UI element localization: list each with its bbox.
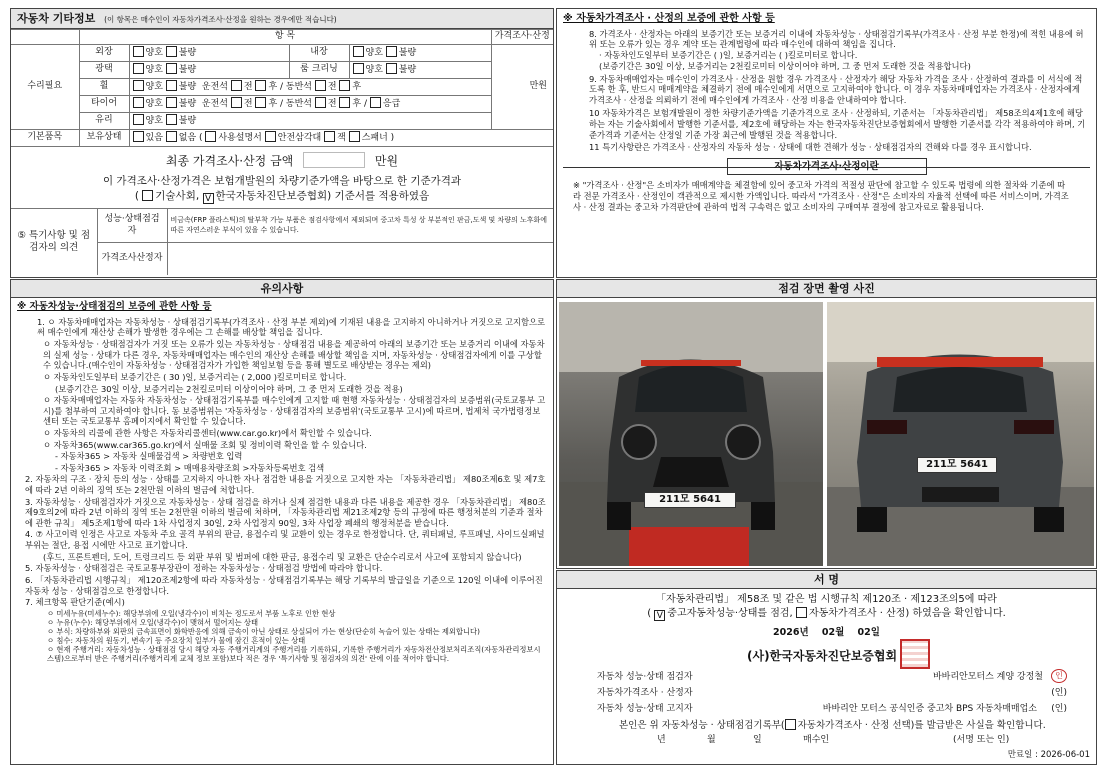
receipt-a: 본인은 위 자동차성능 · 상태점검기록부(: [619, 720, 785, 731]
repair-table: 항 목 가격조사·산정 수리필요 외장 양호 불량 내장 양호 불량 만원 광택 양호 불량 룸 크리닝 양호 불량 휠 양호 불량 운전석 전 후 / 동반석 전 후 타이어 양호 불량 운전석 전 후 / 동반석 전 후 / 응급 유리 양호 불량 기본품목 보유상태 있음 없음 ( 사용설명서 안전삼각대 잭 스패너 ): [11, 29, 553, 147]
note-6: 6. 「자동차관리법 시행규칙」 제120조제2항에 따라 자동차성능 · 상태점검기록부는 해당 기록부의 발급일을 기준으로 120일 이내에 이루어진 자동차 성능 · 상태점검으로 한정합니다.: [25, 574, 543, 596]
note-4b: (후드, 프론트펜더, 도어, 트렁크리드 등 외판 부위 및 범퍼에 대한 판금, 용접수리 및 교환은 단순수리로서 사고에 포함되지 않습니다): [43, 551, 522, 562]
bad-label: 불량: [178, 48, 197, 59]
rear-car-photo: [827, 302, 1094, 566]
note-1h: - 자동차365 > 자동차 실매물검색 > 차량번호 입력: [55, 451, 243, 462]
criteria-4: ㅇ 침수: 자동차의 원동기, 변속기 등 주요장치 일부가 물에 잠긴 흔적이 있는 상태: [47, 636, 306, 646]
good-label: 양호: [365, 48, 383, 59]
criteria-1: ㅇ 미세누유(미세누수): 해당부위에 오일(냉각수)이 비치는 정도로서 부품 노후로 인한 현상: [47, 608, 336, 618]
notes-title: ※ 자동차성능·상태점검의 보증에 관한 사항 등: [17, 301, 212, 312]
note-1i: - 자동차365 > 자동차 이력조회 > 매매용차량조회 >자동차등록번호 검색: [55, 462, 325, 473]
front-car-photo: [559, 302, 823, 566]
confirm-a: 중고자동차성능·상태를 점검,: [667, 608, 793, 619]
glass-good-checkbox[interactable]: [133, 114, 144, 125]
tire-front-checkbox[interactable]: [231, 97, 242, 108]
note-4: 4. ⑦ 사고이력 인정은 사고로 자동차 주요 골격 부위의 판금, 용접수리 및 교환이 있는 경우로 한정합니다. 단, 쿼터패널, 루프패널, 사이드실패널 부위는 절단, 용접 시에만 사고로 표기합니다.: [25, 529, 545, 551]
buyer-label: 매수인: [803, 735, 830, 745]
basis-text: 이 가격조사·산정가격은 보험개발원의 차량기준가액을 바탕으로 한 기준가격과 ( 기술사회, V 한국자동차진단보증협회) 기준서를 적용하였음: [11, 174, 553, 204]
triangle-checkbox[interactable]: [265, 131, 276, 142]
special-notes-label: ⑤ 특기사항 및 점검자의 의견: [11, 209, 97, 275]
tire-emergency-checkbox[interactable]: [370, 97, 381, 108]
glass-bad-checkbox[interactable]: [166, 114, 177, 125]
price-box-title: 자동차가격조사·산정이란: [727, 158, 927, 175]
basic-items-label: 기본품목: [11, 130, 79, 147]
note-2: 2. 자동차의 구조 · 장치 등의 성능 · 상태를 고지하지 아니한 자나 점검한 내용을 거짓으로 고지한 자는 「자동차관리법」 제80조제6호 및 제7호에 따라 2년 이하의 징역 또는 2천만원 이하의 벌금에 처합니다.: [25, 474, 546, 496]
tech-society-checkbox[interactable]: [142, 190, 153, 201]
day-label: 일: [753, 735, 762, 745]
rear-label: 후: [352, 82, 362, 93]
expiry-date: 만료일 : 2026-06-01: [1007, 750, 1090, 761]
repair-price-unit: 만원: [491, 45, 553, 130]
photos-header: 점검 장면 촬영 사진: [557, 280, 1096, 298]
good-label: 양호: [145, 99, 163, 110]
driver-side-label: 운전석: [201, 82, 228, 93]
bad-label: 불량: [398, 65, 417, 76]
note-1a: 1. ㅇ 자동차매매업자는 자동차성능 · 상태점검기록부(가격조사 · 산정 부분 제외)에 기재된 내용을 고지하지 아니하거나 거짓으로 고지함으로써 매수인에게 재산상 손해가 발생한 경우에는 그 손해를 배상할 책임을 집니다.: [37, 316, 546, 338]
seal-mark-icon: 인: [1051, 669, 1067, 683]
manual-checkbox[interactable]: [205, 131, 216, 142]
notes-header: 유의사항: [11, 280, 553, 298]
notes-panel: [10, 279, 554, 765]
basis-line-2b: 한국자동차진단보증협회) 기준서를 적용하였음: [215, 190, 430, 202]
items-no-checkbox[interactable]: [166, 131, 177, 142]
appraiser-opinion: [167, 243, 553, 275]
sig-row-label: 자동차 성능·상태 점검자: [597, 672, 693, 682]
wheel-rear-checkbox[interactable]: [255, 80, 266, 91]
note-7: 7. 체크항목 판단기준(예시): [25, 597, 125, 608]
wheel-label: 휠: [79, 79, 129, 96]
spanner-label: 스패너: [361, 133, 388, 144]
inspector-opinion: 비금속(FRP 플라스틱)의 탈부착 가능 부품은 점검사항에서 제외되며 중고차 특성 상 부분적인 판금,도색 및 차량의 노후화에 따른 자연스러운 부식이 있을 수 있습니다.: [167, 209, 553, 243]
criteria-2: ㅇ 누유(누수): 해당부위에서 오일(냉각수)이 맺혀서 떨어지는 상태: [47, 617, 259, 627]
good-label: 양호: [145, 116, 163, 127]
price-item-11: 11 특기사항란은 가격조사 · 산정자의 자동차 성능 · 상태에 대한 견해가 성능 · 상태점검자의 견해와 다를 경우 표시합니다.: [589, 142, 1032, 153]
glass-label: 유리: [79, 113, 129, 130]
sig-row-value: 바바리안모터스 계양 강정철: [932, 672, 1043, 682]
rear-passenger-label: 후 / 동반석: [268, 99, 312, 110]
exterior-good-checkbox[interactable]: [133, 46, 144, 57]
sig-row-inspector: [597, 669, 1067, 685]
inspector-label: 성능·상태점검자: [97, 209, 167, 243]
note-1e: ㅇ 자동차매매업자는 자동차 자동차성능 · 상태점검기록부를 매수인에게 고지할 때 현행 자동차성능 · 상태점검자의 보증범위(국토교통부 고시)를 첨부하여 고지하여야 합니다. 동 보증범위는 '자동차성능 · 상태점검자의 보증범위'(국토교통부 고시)에 따르며, 법제처 국가법령정보센터 또는 국토교통부 홈페이지에서 확인할 수 있습니다.: [43, 395, 546, 427]
signature-law-line: 「자동차관리법」 제58조 및 같은 법 시행규칙 제120조 · 제123조의5에 따라: [656, 594, 997, 605]
gloss-bad-checkbox[interactable]: [166, 63, 177, 74]
driver-side-label: 운전석: [201, 99, 228, 110]
year-label: 년: [657, 735, 666, 745]
repair-label: 수리필요: [11, 45, 79, 130]
date-year: 2026년: [773, 627, 809, 638]
tire-label: 타이어: [79, 96, 129, 113]
special-notes-table: [11, 208, 553, 275]
has-items-label: 보유상태: [79, 130, 129, 147]
front-license-plate: 211모 5641: [644, 492, 736, 508]
rear-passenger-label: 후 / 동반석: [268, 82, 312, 93]
tire-p-front-checkbox[interactable]: [315, 97, 326, 108]
good-label: 양호: [145, 65, 163, 76]
col-price: 가격조사·산정: [491, 30, 553, 45]
rear-car-icon: [827, 302, 1094, 566]
price-item-8: 8. 가격조사 · 산정자는 아래의 보증기간 또는 보증거리 이내에 자동차성능 · 상태점검기록부(가격조사 · 산정 부분 한정)에 적힌 내용에 허위 또는 오류가 있는 경우 계약 또는 관계법령에 따라 매수인에 대하여 책임을 집니다.: [589, 28, 1084, 50]
final-price-row: [11, 152, 553, 174]
wheel-good-checkbox[interactable]: [133, 80, 144, 91]
price-item-10: 10 자동차가격은 보험개발원이 정한 차량기준가액을 기준가격으로 조사 · 산정하되, 기준서는 「자동차관리법」 제58조의4제1호에 해당하는 자는 기술사회에서 발행한 기준서를, 제2호에 해당하는 자는 한국자동차진단보증협회에서 발행한 기준서를 각각 적용하여야 하며, 기준가격과 기준서는 산정일 기준 가장 최근에 발행된 것을 적용합니다.: [589, 107, 1086, 140]
triangle-label: 안전삼각대: [277, 133, 322, 144]
front-label: 전: [327, 99, 337, 110]
buyer-line: [657, 735, 1077, 746]
interior-label: 내장: [289, 45, 349, 62]
final-price-input[interactable]: [303, 152, 365, 168]
sig-row-value: 바바리안 모터스 공식인증 중고차 BPS 자동차매매업소: [822, 704, 1037, 714]
final-price-label: 최종 가격조사·산정 금액: [165, 154, 294, 168]
note-1f: ㅇ 자동차의 리콜에 관한 사항은 자동차리콜센터(www.car.go.kr)에서 확인할 수 있습니다.: [43, 427, 372, 438]
basis-line-2a: 기술사회,: [155, 190, 200, 202]
confirm-b: 자동차가격조사 · 산정) 하였음을 확인합니다.: [808, 608, 1006, 619]
bad-label: 불량: [178, 116, 197, 127]
interior-bad-checkbox[interactable]: [386, 46, 397, 57]
manual-label: 사용설명서: [218, 133, 262, 144]
front-label: 전: [327, 82, 337, 93]
front-car-icon: [559, 302, 823, 566]
price-warranty-panel: [556, 8, 1097, 278]
jack-label: 잭: [337, 133, 346, 144]
vehicle-info-title: 자동차 기타정보: [17, 12, 96, 25]
note-1c: ㅇ 자동차인도일부터 보증기간은 ( 30 )일, 보증거리는 ( 2,000 )킬로미터로 합니다.: [43, 371, 347, 382]
official-seal-icon: [900, 639, 930, 669]
bad-label: 불량: [178, 82, 197, 93]
price-warranty-note: (보증기간은 30일 이상, 보증거리는 2천킬로미터 이상이어야 하며, 그 중 먼저 도래한 것을 적용합니다): [599, 60, 971, 71]
price-section-title: ※ 자동차가격조사 · 산정의 보증에 관한 사항 등: [563, 13, 775, 24]
month-label: 월: [707, 735, 716, 745]
final-price-unit: 만원: [374, 154, 399, 168]
wheel-front-checkbox[interactable]: [231, 80, 242, 91]
gloss-good-checkbox[interactable]: [133, 63, 144, 74]
tire-rear-checkbox[interactable]: [255, 97, 266, 108]
signature-header: 서 명: [557, 571, 1096, 589]
interior-good-checkbox[interactable]: [353, 46, 364, 57]
room-cleaning-label: 룸 크리닝: [289, 62, 349, 79]
signature-date: [557, 627, 1096, 639]
exterior-bad-checkbox[interactable]: [166, 46, 177, 57]
receipt-line: [619, 719, 1046, 732]
exterior-label: 외장: [79, 45, 129, 62]
jack-checkbox[interactable]: [324, 131, 335, 142]
price-box-text: ※ "가격조사 · 산정"은 소비자가 매매계약을 체결함에 있어 중고차 가격의 적절성 판단에 참고할 수 있도록 법령에 의한 절차와 기준에 따라 전문 가격조사 · 산정인이 객관적으로 제시한 가액입니다. 따라서 "가격조사 · 산정"은 소비자의 자율적 선택에 따른 서비스이며, 가격조사 · 산정 결과는 중고차 가격판단에 관하여 법적 구속력은 없고 소비자의 구매여부 결정에 참고자료로 활용됩니다.: [563, 167, 1090, 214]
sig-row-label: 자동차 성능·상태 고지자: [597, 704, 693, 714]
yes-label: 있음: [145, 133, 163, 144]
bad-label: 불량: [398, 48, 417, 59]
spanner-checkbox[interactable]: [349, 131, 360, 142]
tire-bad-checkbox[interactable]: [166, 97, 177, 108]
sig-row-label: 자동차가격조사 · 산정자: [597, 688, 693, 698]
tire-good-checkbox[interactable]: [133, 97, 144, 108]
signature-panel: 서 명 「자동차관리법」 제58조 및 같은 법 시행규칙 제120조 · 제123조의5에 따라 ( V중고자동차성능·상태를 점검, 자동차가격조사 · 산정) 하였음을 확인합니다. 2026년 02월 02일 (사)한국자동차진단보증협회 자동차 성능·상태 점검자 바바리안모터스 계양 강정철 인 자동차가격조사 · 산정자 (인) 자동차 성능·상태 고지자 바바리안 모터스 공식인증 중고차 BPS 자동차매매업소 (인) 본인은 위 자동차성능 · 상태점검기록부( 자동차가격조사 · 산정 선택)를 발급받은 사실을 확인합니다. 년 월 일 매수인 (서명 또는 인) 만료일 : 2026-06-01: [556, 570, 1097, 765]
good-label: 양호: [365, 65, 383, 76]
cleaning-bad-checkbox[interactable]: [386, 63, 397, 74]
no-label: 없음: [178, 133, 197, 144]
note-3: 3. 자동차성능 · 상태점검자가 거짓으로 자동차성능 · 상태 점검을 하거나 실제 점검한 내용과 다른 내용을 제공한 경우 「자동차관리법」 제80조제9호의2에 따라 2년 이하의 징역 또는 2천만원 이하의 벌금에 처하며, 「자동차관리법 제21조제2항 등의 규정에 따른 행정처분의 기준과 절차에 관한 규칙」 제5조제1항에 따라 1차 사업정지 30일, 2차 사업정지 90일, 3차 사업장 폐쇄의 행정처분을 받습니다.: [25, 496, 546, 528]
front-label: 전: [243, 99, 253, 110]
vehicle-info-note: (이 항목은 매수인이 자동차가격조사·산정을 원하는 경우에만 적습니다): [104, 15, 337, 24]
gloss-label: 광택: [79, 62, 129, 79]
criteria-5: ㅇ 현재 주행거리: 자동차성능 · 상태점검 당시 해당 자동 주행거리계의 주행거리를 기록하되, 기록한 주행거리가 자동차전산정보처리조직(자동차관리정보시스템)으로부터 받은 주행거리(주행거리계 교체 정보 포함)보다 적은 경우 '특기사항 및 점검자의 의견' 란에 이를 적어야 합니다.: [47, 645, 541, 664]
col-item: 항 목: [79, 30, 491, 45]
front-label: 전: [243, 82, 253, 93]
sig-row-notifier: [597, 701, 1067, 717]
good-label: 양호: [145, 48, 163, 59]
criteria-3: ㅇ 부식: 차량하부와 외판의 금속표면이 화학반응에 의해 금속이 아닌 상태로 상실되어 가는 현상(단순히 녹슬어 있는 상태는 제외합니다): [47, 626, 480, 636]
wheel-p-front-checkbox[interactable]: [315, 80, 326, 91]
rear-spare-label: 후 /: [352, 99, 368, 110]
appraiser-label: 가격조사산정자: [97, 243, 167, 275]
basis-line-1: 이 가격조사·산정가격은 보험개발원의 차량기준가액을 바탕으로 한 기준가격과: [102, 175, 462, 187]
note-1b: ㅇ 자동차성능 · 상태점검자가 거짓 또는 오류가 있는 자동차성능 · 상태점검 내용을 제공하여 아래의 보증기간 또는 보증거리 이내에 자동차의 실제 성능 · 상태가 다른 경우, 자동차매매업자는 매수인의 재산상 손해를 배상할 책임을 지며, 자동차성능 · 상태점검자에게 이를 구상할 수 있습니다.(매수인이 자동차성능 · 상태점검자가 가입한 책임보험 등을 통해 별도로 배상받는 경우는 제외): [43, 339, 545, 371]
rear-license-plate: 211모 5641: [917, 457, 997, 473]
wheel-p-rear-checkbox[interactable]: [339, 80, 350, 91]
good-label: 양호: [145, 82, 163, 93]
bad-label: 불량: [178, 99, 197, 110]
wheel-bad-checkbox[interactable]: [166, 80, 177, 91]
photos-panel: [556, 279, 1097, 569]
kadia-checkbox[interactable]: [203, 193, 214, 204]
note-5: 5. 자동차성능 · 상태점검은 국토교통부장관이 정하는 자동차성능 · 상태점검 방법에 따라야 합니다.: [25, 563, 383, 574]
tire-p-rear-checkbox[interactable]: [339, 97, 350, 108]
price-item-9: 9. 자동차매매업자는 매수인이 가격조사 · 산정을 원할 경우 가격조사 · 산정자가 해당 자동차 가격을 조사 · 산정하여 결과를 이 서식에 적도록 한 후, 반드시 매매계약을 체결하기 전에 매수인에게 서면으로 고지하여야 합니다. 이 경우 자동차매매업자는 가격조사 · 산정자에게 가격조사 · 산정을 의뢰하기 전에 매수인에게 가격조사 · 산정 비용을 안내하여야 합니다.: [589, 73, 1083, 106]
cleaning-good-checkbox[interactable]: [353, 63, 364, 74]
used-car-check-checkbox[interactable]: [654, 610, 665, 621]
sig-row-value: [797, 685, 1045, 701]
signature-org: (사)한국자동차진단보증협회: [747, 649, 898, 663]
vehicle-info-panel: [10, 8, 554, 278]
date-month: 02월: [821, 627, 845, 638]
emergency-label: 응급: [382, 99, 401, 110]
note-1g: ㅇ 자동차365(www.car365.go.kr)에서 실매물 조회 및 정비이력 확인을 할 수 있습니다.: [43, 439, 367, 450]
receipt-price-checkbox[interactable]: [785, 719, 796, 730]
bad-label: 불량: [178, 65, 197, 76]
sig-row-appraiser: [597, 685, 1067, 701]
receipt-b: 자동차가격조사 · 산정 선택)를 발급받은 사실을 확인합니다.: [797, 720, 1046, 731]
sig-mark: (인): [1051, 688, 1067, 698]
price-appraisal-checkbox[interactable]: [796, 607, 807, 618]
date-day: 02일: [857, 627, 880, 638]
sig-mark: (인): [1051, 704, 1067, 714]
price-warranty-line: · 자동차인도일부터 보증기간은 ( )일, 보증거리는 ( )킬로미터로 합니다.: [599, 50, 858, 61]
items-yes-checkbox[interactable]: [133, 131, 144, 142]
note-1d: (보증기간은 30일 이상, 보증거리는 2천킬로미터 이상이어야 하며, 그 중 먼저 도래한 것을 적용): [55, 383, 403, 394]
buyer-sign: (서명 또는 인): [953, 735, 1010, 745]
